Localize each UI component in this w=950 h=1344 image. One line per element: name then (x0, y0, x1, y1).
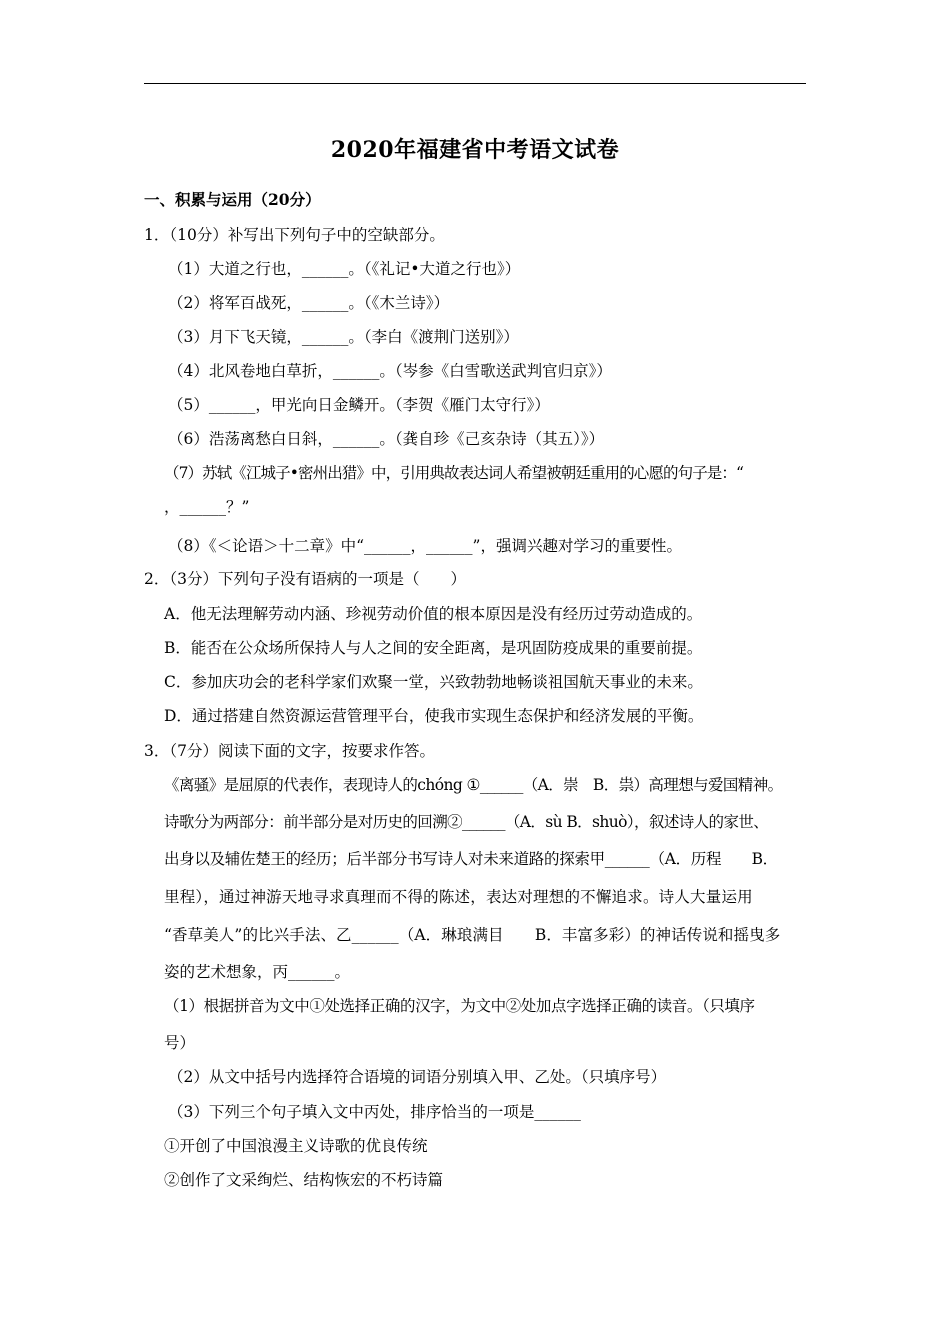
q3-choice-2: ②创作了文采绚烂、结构恢宏的不朽诗篇 (164, 1171, 444, 1189)
question-1-stem: 1．（10分）补写出下列句子中的空缺部分。 (144, 226, 445, 244)
q2-option-d: D．通过搭建自然资源运营管理平台，使我市实现生态保护和经济发展的平衡。 (164, 707, 704, 725)
q2-option-b: B．能否在公众场所保持人与人之间的安全距离，是巩固防疫成果的重要前提。 (164, 639, 703, 657)
q1-item-5: （5）______，甲光向日金鳞开。（李贺《雁门太守行》） (168, 396, 550, 414)
q1-item-4: （4）北风卷地白草折，______。（岑参《白雪歌送武判官归京》） (168, 362, 612, 380)
q3-passage-line-3: 出身以及辅佐楚王的经历；后半部分书写诗人对未来道路的探索甲______（A．历程 B． (164, 850, 778, 868)
q3-sub-1: （1）根据拼音为文中①处选择正确的汉字，为文中②处加点字选择正确的读音。（只填序 (164, 997, 755, 1015)
q3-passage-line-5: “香草美人”的比兴手法、乙______（A．琳琅满目 B．丰富多彩）的神话传说和摇曳多 (164, 926, 781, 944)
section-heading: 一、积累与运用（20分） (144, 190, 321, 209)
question-3-stem: 3．（7分）阅读下面的文字，按要求作答。 (144, 742, 435, 760)
q3-passage-line-6: 姿的艺术想象，丙______。 (164, 963, 351, 981)
q3-sub-2: （2）从文中括号内选择符合语境的词语分别填入甲、乙处。（只填序号） (168, 1068, 667, 1086)
question-2-stem: 2．（3分）下列句子没有语病的一项是（ ） (144, 570, 466, 588)
q1-item-3: （3）月下飞天镜，______。（李白《渡荆门送别》） (168, 328, 519, 346)
q1-item-7: （7）苏轼《江城子•密州出猎》中，引用典故表达词人希望被朝廷重用的心愿的句子是：“ (164, 464, 744, 482)
q3-choice-1: ①开创了中国浪漫主义诗歌的优良传统 (164, 1137, 428, 1155)
q1-item-8: （8）《＜论语＞十二章》中“______，______”，强调兴趣对学习的重要性。 (168, 537, 682, 555)
q2-option-a: A．他无法理解劳动内涵、珍视劳动价值的根本原因是没有经历过劳动造成的。 (164, 605, 703, 623)
q3-passage-line-2: 诗歌分为两部分：前半部分是对历史的回溯②______（A．sù B．shuò），叙述诗人的家世、 (164, 813, 769, 831)
page-title: 2020年福建省中考语文试卷 (330, 137, 620, 163)
header-rule (144, 83, 806, 84)
q1-item-6: （6）浩荡离愁白日斜，______。（龚自珍《己亥杂诗（其五）》） (168, 430, 605, 448)
q1-item-2: （2）将军百战死，______。（《木兰诗》） (168, 294, 450, 312)
q1-item-7-cont: ，______？” (164, 498, 250, 516)
q1-item-1: （1）大道之行也，______。（《礼记•大道之行也》） (168, 260, 521, 278)
q3-passage-line-4: 里程），通过神游天地寻求真理而不得的陈述，表达对理想的不懈追求。诗人大量运用 (164, 888, 753, 906)
q3-sub-3: （3）下列三个句子填入文中丙处，排序恰当的一项是______ (168, 1103, 581, 1121)
q3-passage-line-1: 《离骚》是屈原的代表作，表现诗人的chóng ①______（A．崇 B．祟）高理想与爱国精神。 (164, 776, 783, 794)
q3-sub-1-cont: 号） (164, 1034, 196, 1052)
q2-option-c: C．参加庆功会的老科学家们欢聚一堂，兴致勃勃地畅谈祖国航天事业的未来。 (164, 673, 703, 691)
